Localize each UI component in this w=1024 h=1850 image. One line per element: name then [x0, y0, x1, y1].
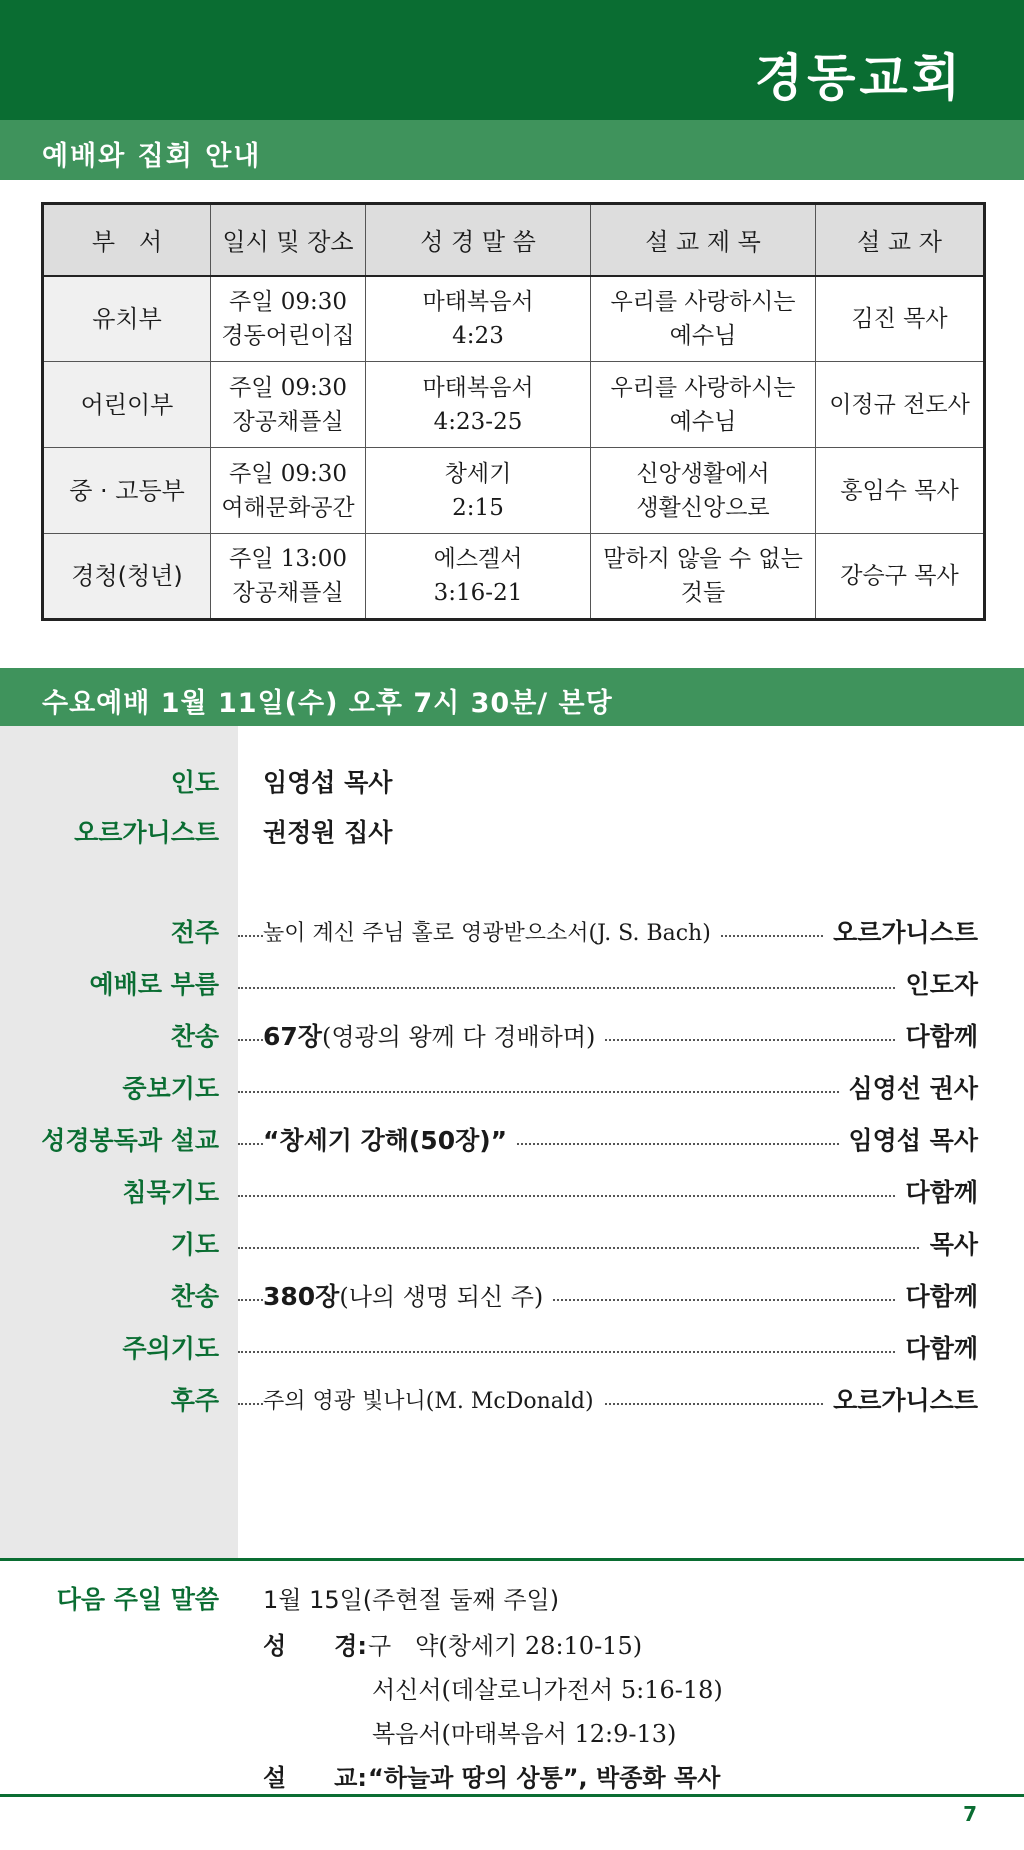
meetings-title: 예배와 집회 안내	[42, 141, 262, 172]
place-text: 장공채플실	[232, 580, 344, 606]
order-leader: 심영선 권사	[839, 1069, 978, 1105]
dept-cell: 중 · 고등부	[43, 448, 211, 534]
table-row	[43, 362, 985, 448]
order-content: 높이 계신 주님 홀로 영광받으소서(J. S. Bach)	[263, 916, 721, 947]
order-content: “창세기 강해(50장)”	[263, 1121, 517, 1157]
order-label: 오르가니스트	[74, 818, 219, 847]
wednesday-title: 수요예배 1월 11일(수) 오후 7시 30분/ 본당	[42, 688, 613, 719]
order-leader: 다함께	[896, 1017, 978, 1053]
preacher-cell: 홍임수 목사	[816, 448, 985, 534]
epistle-reading: 서신서(데살로니가전서 5:16-18)	[372, 1676, 723, 1704]
order-item	[0, 1225, 1024, 1265]
time-cell	[211, 448, 366, 534]
title-line-2: 생활신앙으로	[636, 494, 770, 521]
dept-cell: 유치부	[43, 276, 211, 362]
wednesday-section-bar	[0, 668, 1024, 726]
order-leader: 다함께	[896, 1173, 978, 1209]
order-item	[0, 1017, 1024, 1057]
gospel-reading: 복음서(마태복음서 12:9-13)	[372, 1720, 677, 1748]
sermon-title-cell	[591, 448, 816, 534]
order-label: 중보기도	[122, 1074, 219, 1103]
order-label: 기도	[170, 1230, 219, 1259]
hymn-number: 380장	[263, 1282, 340, 1311]
order-label: 전주	[170, 918, 219, 947]
order-label: 인도	[170, 768, 219, 797]
divider-top	[0, 1558, 1024, 1561]
next-sermon: “하늘과 땅의 상통”, 박종화 목사	[368, 1764, 721, 1792]
order-item	[0, 1173, 1024, 1213]
book-text: 에스겔서	[433, 546, 523, 572]
order-leader: 다함께	[896, 1329, 978, 1365]
next-sunday-label: 다음 주일 말씀	[56, 1585, 219, 1614]
column-header-scripture: 성 경 말 씀	[366, 204, 591, 276]
book-text: 창세기	[444, 460, 512, 487]
title-line-1: 우리를 사랑하시는	[610, 374, 796, 401]
organist-row	[0, 813, 1024, 853]
order-label: 찬송	[170, 1282, 219, 1311]
header-bar	[0, 0, 1024, 120]
book-text: 마태복음서	[422, 374, 534, 401]
order-label: 찬송	[170, 1022, 219, 1051]
order-item	[0, 1121, 1024, 1161]
order-item	[0, 1329, 1024, 1369]
dept-cell: 어린이부	[43, 362, 211, 448]
order-leader: 오르가니스트	[823, 1381, 978, 1417]
table-row	[43, 534, 985, 620]
order-item	[0, 965, 1024, 1005]
order-label: 주의기도	[122, 1334, 219, 1363]
scripture-cell	[366, 448, 591, 534]
sermon-title-cell	[591, 276, 816, 362]
divider-bottom	[0, 1794, 1024, 1797]
time-cell	[211, 276, 366, 362]
sermon-title-cell	[591, 362, 816, 448]
dept-cell: 경청(청년)	[43, 534, 211, 620]
order-label: 성경봉독과 설교	[41, 1126, 219, 1155]
order-item	[0, 913, 1024, 953]
order-label: 후주	[170, 1386, 219, 1415]
organist-name: 권정원 집사	[263, 813, 402, 849]
preacher-cell: 강승구 목사	[816, 534, 985, 620]
dot-leader	[238, 1195, 978, 1197]
time-cell	[211, 534, 366, 620]
title-line-1: 말하지 않을 수 없는	[603, 546, 803, 572]
dot-leader	[238, 1351, 978, 1353]
column-header-time: 일시 및 장소	[211, 204, 366, 276]
order-label: 침묵기도	[122, 1178, 219, 1207]
book-text: 마태복음서	[422, 288, 534, 315]
order-leader: 목사	[920, 1225, 978, 1261]
place-text: 경동어린이집	[221, 322, 355, 349]
meetings-table	[41, 202, 986, 621]
order-item	[0, 1277, 1024, 1317]
verse-text: 3:16-21	[433, 580, 523, 606]
table-row	[43, 448, 985, 534]
hymn-title: (나의 생명 되신 주)	[339, 1283, 544, 1311]
scripture-cell	[366, 276, 591, 362]
preacher-cell: 이정규 전도사	[816, 362, 985, 448]
verse-text: 4:23	[452, 322, 504, 349]
order-content	[263, 1017, 605, 1053]
leader-row	[0, 763, 1024, 803]
order-label: 예배로 부름	[89, 970, 219, 999]
order-item	[0, 1381, 1024, 1421]
old-testament-reading: 구 약(창세기 28:10-15)	[368, 1632, 643, 1660]
sermon-key: 설 교:	[263, 1764, 367, 1792]
time-text: 주일 09:30	[228, 374, 348, 401]
scripture-row	[263, 1626, 642, 1661]
place-text: 여해문화공간	[221, 494, 355, 521]
order-leader: 오르가니스트	[823, 913, 978, 949]
order-content: 주의 영광 빛나니(M. McDonald)	[263, 1384, 604, 1415]
sermon-title-cell	[591, 534, 816, 620]
page-number: 7	[963, 1802, 977, 1826]
hymn-title: (영광의 왕께 다 경배하며)	[321, 1023, 596, 1051]
hymn-number: 67장	[263, 1022, 322, 1051]
title-line-2: 예수님	[669, 322, 737, 349]
church-name: 경동교회	[754, 49, 964, 107]
table-row	[43, 276, 985, 362]
time-cell	[211, 362, 366, 448]
place-text: 장공채플실	[232, 408, 344, 435]
order-item	[0, 1069, 1024, 1109]
leader-name: 임영섭 목사	[263, 763, 402, 799]
title-line-1: 신앙생활에서	[636, 460, 770, 487]
scripture-key: 성 경:	[263, 1632, 367, 1660]
sermon-row	[263, 1758, 720, 1793]
scripture-cell	[366, 362, 591, 448]
order-content	[263, 1277, 553, 1313]
column-header-sermon-title: 설 교 제 목	[591, 204, 816, 276]
time-text: 주일 09:30	[228, 460, 348, 487]
preacher-cell: 김진 목사	[816, 276, 985, 362]
next-sunday-date: 1월 15일(주현절 둘째 주일)	[263, 1586, 560, 1614]
scripture-cell	[366, 534, 591, 620]
table-header-row	[43, 204, 985, 276]
dot-leader	[238, 987, 978, 989]
title-line-2: 것들	[680, 580, 726, 606]
title-line-2: 예수님	[669, 408, 737, 435]
verse-text: 2:15	[452, 494, 504, 521]
title-line-1: 우리를 사랑하시는	[610, 288, 796, 315]
time-text: 주일 13:00	[228, 546, 348, 572]
order-leader: 임영섭 목사	[839, 1121, 978, 1157]
time-text: 주일 09:30	[228, 288, 348, 315]
order-leader: 다함께	[896, 1277, 978, 1313]
column-header-dept: 부 서	[43, 204, 211, 276]
column-header-preacher: 설 교 자	[816, 204, 985, 276]
meetings-section-bar	[0, 120, 1024, 180]
verse-text: 4:23-25	[433, 408, 523, 435]
order-leader: 인도자	[896, 965, 978, 1001]
dot-leader	[238, 1247, 978, 1249]
